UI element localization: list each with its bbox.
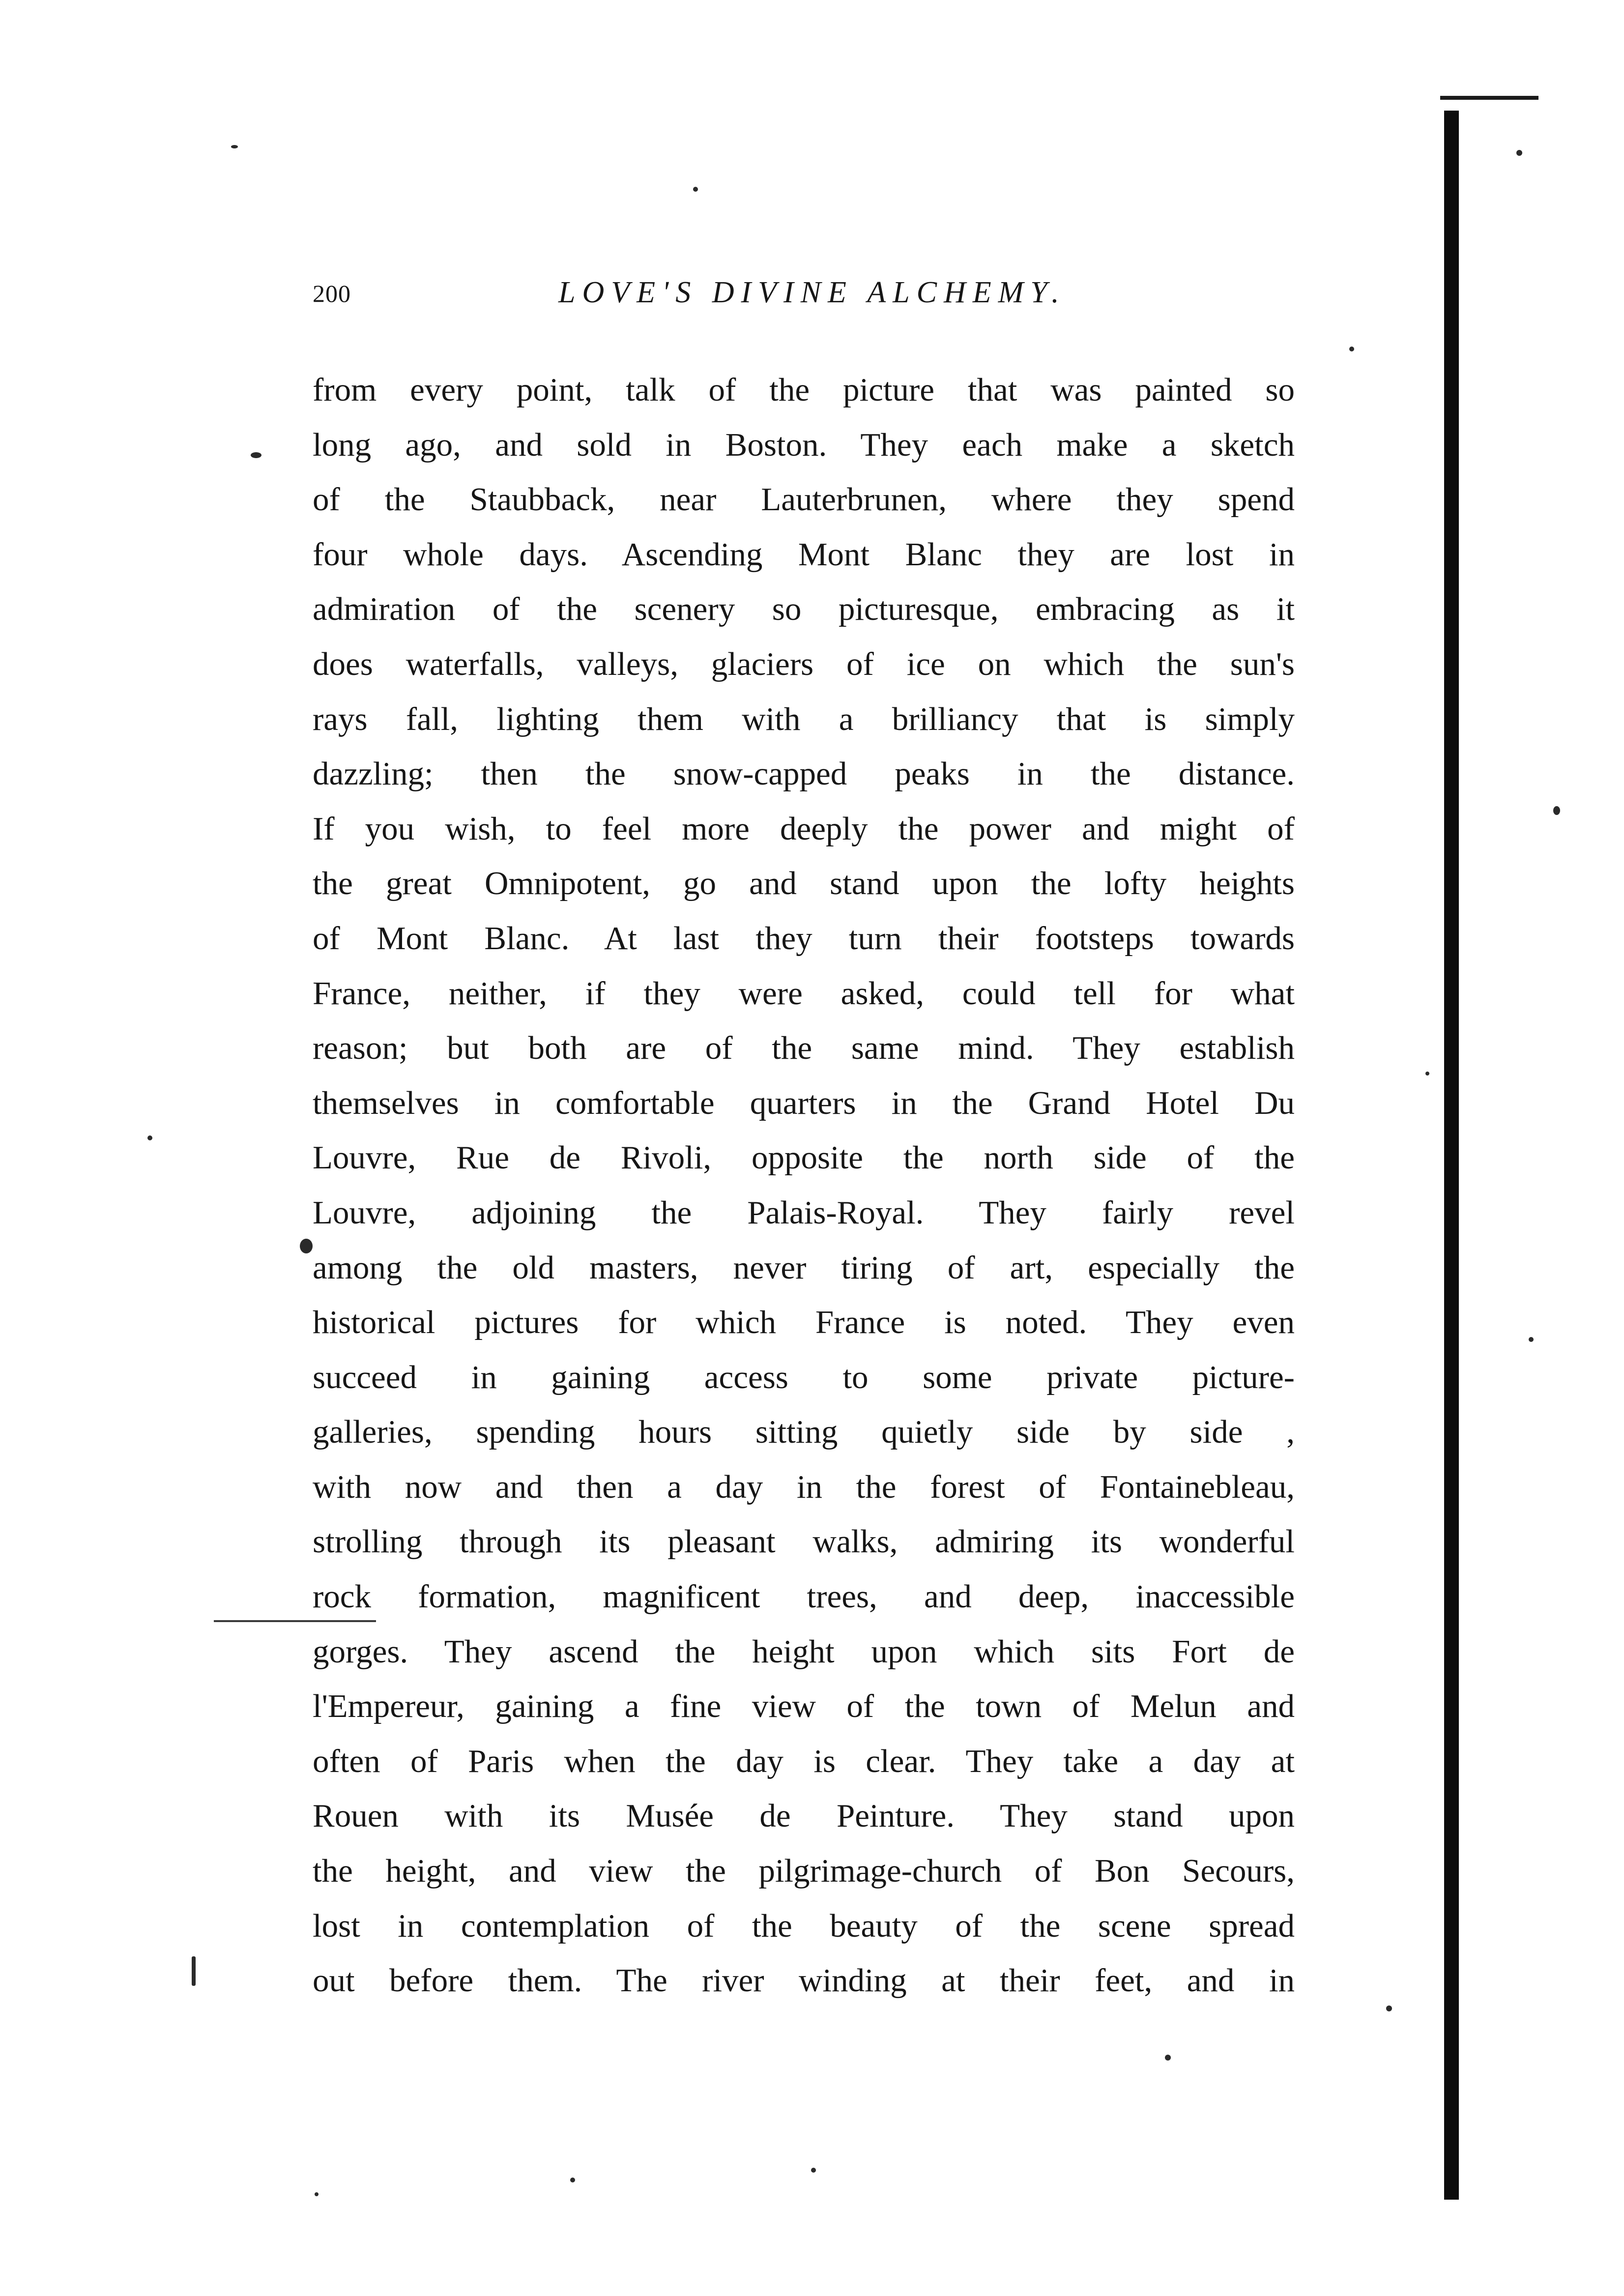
text-line: l'Empereur, gaining a fine view of the town of Melun and (313, 1688, 1295, 1725)
text-line: reason; but both are of the same mind. They establish (313, 1030, 1295, 1067)
text-line: four whole days. Ascending Mont Blanc they are lost in (313, 536, 1295, 573)
scan-edge-top (1440, 96, 1538, 100)
scan-speck (1386, 2005, 1392, 2011)
text-line: out before them. The river winding at their feet, and in (313, 1962, 1295, 1999)
text-line: often of Paris when the day is clear. They take a day at (313, 1743, 1295, 1779)
text-line: rock formation, magnificent trees, and deep, inaccessible (313, 1578, 1295, 1615)
scan-speck (811, 2168, 816, 2173)
text-line: of the Staubback, near Lauterbrunen, where they spend (313, 481, 1295, 518)
text-line: of Mont Blanc. At last they turn their footsteps towards (313, 920, 1295, 957)
text-line: with now and then a day in the forest of Fontainebleau, (313, 1468, 1295, 1505)
text-line: from every point, talk of the picture that was painted so (313, 372, 1295, 408)
text-line: historical pictures for which France is noted. They even (313, 1304, 1295, 1341)
text-line: the great Omnipotent, go and stand upon the lofty heights (313, 865, 1295, 902)
scan-speck (231, 145, 238, 148)
text-line: rays fall, lighting them with a brilliancy that is simply (313, 700, 1295, 737)
scan-speck (251, 452, 261, 458)
text-line: France, neither, if they were asked, could tell for what (313, 975, 1295, 1012)
scan-binding-edge (1444, 111, 1459, 2200)
scan-speck (1165, 2055, 1171, 2061)
scan-dash-mark (214, 1620, 376, 1622)
text-line: admiration of the scenery so picturesque, embracing as it (313, 591, 1295, 628)
text-line: strolling through its pleasant walks, admiring its wonderful (313, 1523, 1295, 1560)
running-head: LOVE'S DIVINE ALCHEMY. (558, 276, 1066, 309)
text-line: Louvre, adjoining the Palais-Royal. They fairly revel (313, 1194, 1295, 1231)
page-header (313, 275, 1089, 320)
scan-speck (300, 1239, 313, 1253)
scan-speck (1529, 1337, 1534, 1342)
scan-speck (315, 2192, 319, 2196)
text-line: Louvre, Rue de Rivoli, opposite the north side of the (313, 1139, 1295, 1176)
scan-speck (1516, 150, 1522, 156)
text-line: lost in contemplation of the beauty of the scene spread (313, 1907, 1295, 1944)
text-line: gorges. They ascend the height upon which sits Fort de (313, 1633, 1295, 1670)
text-line: If you wish, to feel more deeply the power and might of (313, 810, 1295, 847)
text-line: dazzling; then the snow-capped peaks in the distance. (313, 756, 1295, 792)
text-line: succeed in gaining access to some private picture- (313, 1359, 1295, 1395)
page-number: 200 (313, 280, 351, 307)
scan-speck (147, 1135, 152, 1140)
scan-speck (1425, 1072, 1429, 1075)
text-line: the height, and view the pilgrimage-church of Bon Secours, (313, 1853, 1295, 1889)
text-line: long ago, and sold in Boston. They each make a sketch (313, 426, 1295, 463)
text-line: does waterfalls, valleys, glaciers of ice on which the sun's (313, 645, 1295, 682)
text-line: Rouen with its Musée de Peinture. They stand upon (313, 1798, 1295, 1834)
scan-speck (570, 2178, 575, 2182)
scan-speck (693, 187, 698, 192)
scan-speck (1349, 347, 1354, 351)
scan-speck (1553, 806, 1560, 815)
text-line: among the old masters, never tiring of art, especially the (313, 1249, 1295, 1286)
text-line: galleries, spending hours sitting quietly side by side , (313, 1414, 1295, 1451)
text-line: themselves in comfortable quarters in the Grand Hotel Du (313, 1084, 1295, 1121)
scan-speck (192, 1956, 196, 1986)
body-text (313, 363, 1295, 2008)
